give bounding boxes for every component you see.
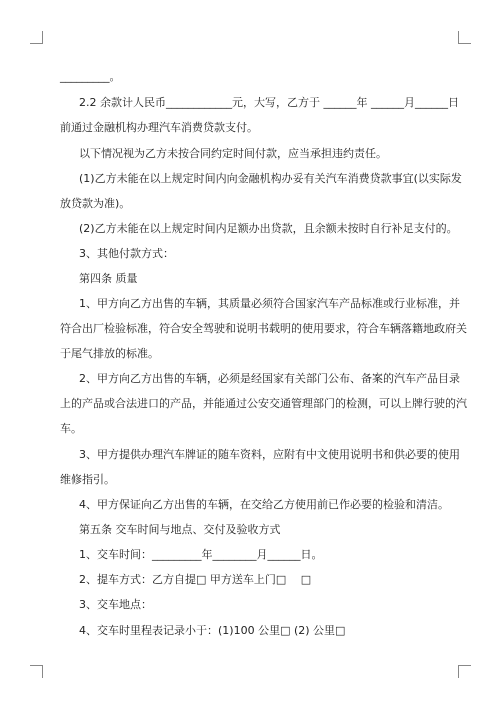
crop-mark-top-right — [458, 31, 471, 44]
text-line: _________。 — [60, 70, 121, 83]
text-line: 车。 — [60, 422, 82, 435]
text-line: 放贷款为准)。 — [60, 197, 131, 210]
text-line: 4、交车时里程表记录小于：(1)100 公里□ (2) 公里□ — [79, 624, 346, 637]
text-line: 符合出厂检验标准，符合安全驾驶和说明书载明的使用要求，符合车辆落籍地政府关 — [60, 322, 467, 335]
text-line: 1、交车时间：_________年________月______日。 — [79, 548, 323, 561]
section-heading: 第五条 交车时间与地点、交付及验收方式 — [79, 523, 281, 536]
crop-mark-bottom-right — [458, 665, 471, 678]
text-line: 2.2 余款计人民币____________元，大写，乙方于 ______年 ______月______日 — [79, 96, 459, 109]
crop-mark-bottom-left — [30, 665, 43, 678]
text-line: 3、其他付款方式： — [79, 247, 174, 260]
text-line: 维修指引。 — [60, 473, 115, 486]
text-line: 前通过金融机构办理汽车消费贷款支付。 — [60, 121, 258, 134]
text-line: 3、甲方提供办理汽车牌证的随车资料，应附有中文使用说明书和供必要的使用 — [79, 448, 460, 461]
text-line: 3、交车地点： — [79, 598, 152, 611]
text-line: 以下情况视为乙方未按合同约定时间付款，应当承担违约责任。 — [79, 147, 387, 160]
text-line: 上的产品或合法进口的产品，并能通过公安交通管理部门的检测，可以上牌行驶的汽 — [60, 397, 467, 410]
text-line: (1)乙方未能在以上规定时间内向金融机构办妥有关汽车消费贷款事宜(以实际发 — [79, 172, 462, 185]
crop-mark-top-left — [30, 31, 43, 44]
text-line: 2、提车方式：乙方自提□ 甲方送车上门□ □ — [79, 573, 312, 586]
text-line: (2)乙方未能在以上规定时间内足额办出贷款，且余额未按时自行补足支付的。 — [79, 222, 458, 235]
text-line: 2、甲方向乙方出售的车辆，必须是经国家有关部门公布、备案的汽车产品目录 — [79, 372, 460, 385]
text-line: 4、甲方保证向乙方出售的车辆，在交给乙方使用前已作必要的检验和清洁。 — [79, 498, 449, 511]
section-heading: 第四条 质量 — [79, 272, 138, 285]
text-line: 于尾气排放的标准。 — [60, 347, 159, 360]
text-line: 1、甲方向乙方出售的车辆，其质量必须符合国家汽车产品标准或行业标准，并 — [79, 297, 460, 310]
